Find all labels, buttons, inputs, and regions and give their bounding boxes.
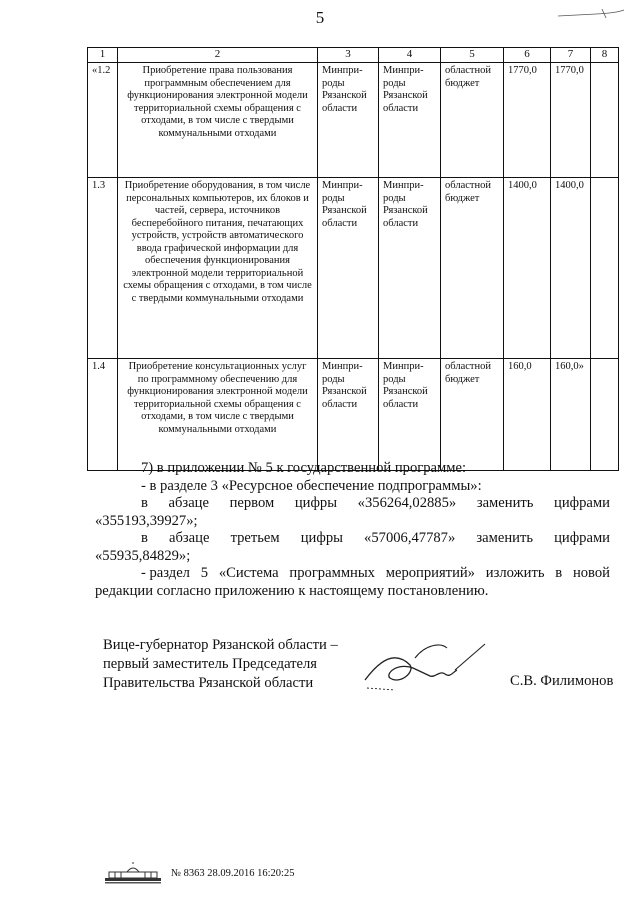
table-row (88, 359, 619, 471)
amendment-paragraph-1-line: в абзаце первом цифры «356264,02885» заменить цифрами (141, 495, 610, 511)
coexecutor-cell: Минпри-роды Рязанской области (379, 178, 441, 359)
column-header: 4 (379, 48, 441, 63)
amendment-paragraph-1-value: «355193,39927»; (95, 512, 198, 529)
signatory-title: Вице-губернатор Рязанской области – первый заместитель Председателя Правительства Рязанской области (103, 637, 338, 691)
year-amount-cell: 1770,0 (551, 63, 591, 178)
corner-scribble-mark (556, 6, 626, 20)
document-registration-info: № 8363 28.09.2016 16:20:25 (171, 867, 295, 879)
column-header: 7 (551, 48, 591, 63)
document-footer (103, 862, 294, 884)
funding-source-cell: областной бюджет (441, 178, 504, 359)
coexecutor-cell: Минпри-роды Рязанской области (379, 359, 441, 471)
amendment-section-5-line: - раздел 5 «Система программных мероприятий» изложить в новой (141, 565, 610, 581)
column-header: 8 (591, 48, 619, 63)
executor-cell: Минпри-роды Рязанской области (318, 359, 379, 471)
signatory-name: С.В. Филимонов (510, 673, 614, 689)
column-header: 1 (88, 48, 118, 63)
coexecutor-cell: Минпри-роды Рязанской области (379, 63, 441, 178)
amendment-paragraph-3-value: «55935,84829»; (95, 547, 191, 564)
row-number: 1.3 (88, 178, 118, 359)
extra-cell (591, 178, 619, 359)
column-header: 6 (504, 48, 551, 63)
column-header: 5 (441, 48, 504, 63)
executor-cell: Минпри-роды Рязанской области (318, 63, 379, 178)
activity-name: Приобретение оборудования, в том числе персональных компьютеров, их блоков и частей, сервера, источников бесперебойного питания, печатающих устройств, устройств автоматического ввода графической информации для обеспечения функционирования электронной модели территориальной схемы обращения с отходами, в том числе с твердыми коммунальными отходами (118, 178, 318, 359)
funding-source-cell: областной бюджет (441, 63, 504, 178)
handwritten-signature (355, 640, 495, 700)
column-header: 3 (318, 48, 379, 63)
total-amount-cell: 160,0 (504, 359, 551, 471)
total-amount-cell: 1400,0 (504, 178, 551, 359)
table-header-row (88, 48, 619, 63)
column-header: 2 (118, 48, 318, 63)
amendment-section-3: - в разделе 3 «Ресурсное обеспечение подпрограммы»: (141, 477, 482, 494)
year-amount-cell: 1400,0 (551, 178, 591, 359)
extra-cell (591, 359, 619, 471)
activities-table (87, 47, 619, 471)
extra-cell (591, 63, 619, 178)
amendment-paragraph-3-line: в абзаце третьем цифры «57006,47787» заменить цифрами (141, 530, 610, 546)
amendment-text (95, 460, 610, 600)
funding-source-cell: областной бюджет (441, 359, 504, 471)
year-amount-cell: 160,0» (551, 359, 591, 471)
row-number: «1.2 (88, 63, 118, 178)
page-number: 5 (315, 8, 325, 27)
amendment-section-5-cont: редакции согласно приложению к настоящему постановлению. (95, 582, 489, 599)
activity-name: Приобретение права пользования программным обеспечением для функционирования электронной модели территориальной схемы обращения с отходами, в том числе с твердыми коммунальными отходами (118, 63, 318, 178)
row-number: 1.4 (88, 359, 118, 471)
table-row (88, 178, 619, 359)
government-building-logo (103, 862, 163, 884)
amendment-item-7: 7) в приложении № 5 к государственной программе: (141, 460, 467, 476)
executor-cell: Минпри-роды Рязанской области (318, 178, 379, 359)
table-row (88, 63, 619, 178)
total-amount-cell: 1770,0 (504, 63, 551, 178)
activity-name: Приобретение консультационных услуг по программному обеспечению для функционирования электронной модели территориальной схемы обращения с отходами, в том числе с твердыми коммунальными отходами (118, 359, 318, 471)
